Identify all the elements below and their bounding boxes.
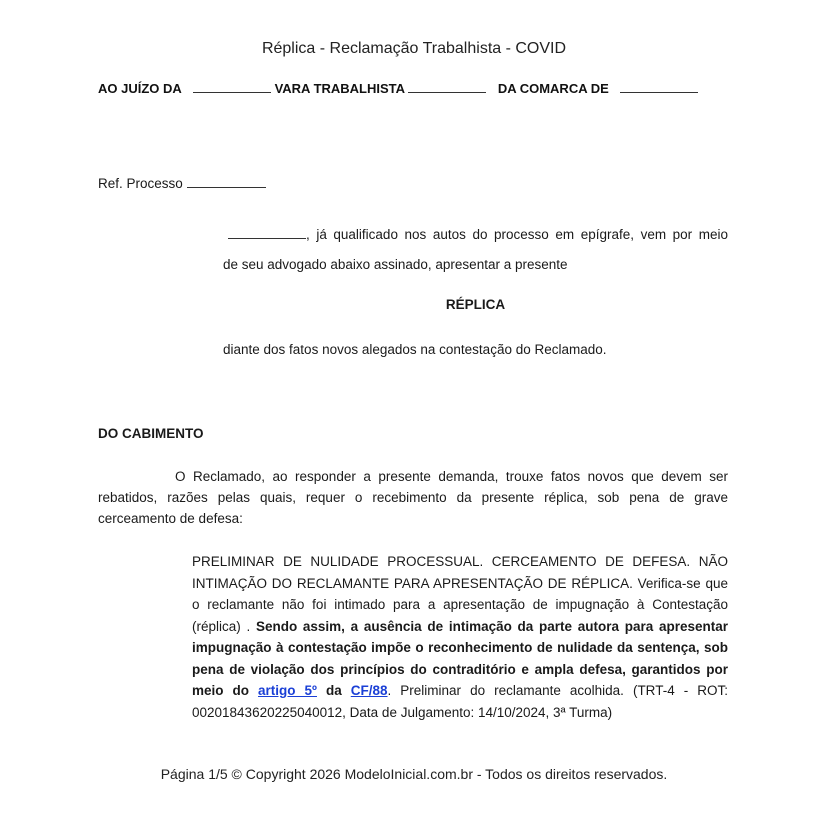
link-artigo-5[interactable]: artigo 5º <box>258 683 317 698</box>
court-number-blank <box>193 82 271 93</box>
replica-heading: RÉPLICA <box>445 297 506 312</box>
quote-bold-between: da <box>316 683 351 698</box>
quote-text-before: PRELIMINAR DE NULIDADE PROCESSUAL. CERCEAMENTO DE DEFESA. NÃO INTIMAÇÃO DO RECLAMANTE PARA APRESENTAÇÃO DE RÉPLICA. Verifica-se que o reclamante não foi intimado para a apresentação de impugnação à Contestação (réplica) . <box>192 554 728 634</box>
intro-line-2: de seu advogado abaixo assinado, apresentar a presente <box>223 257 568 272</box>
cabimento-paragraph-text: O Reclamado, ao responder a presente demanda, trouxe fatos novos que devem ser rebatidos, razões pelas quais, requer o recebimento da presente réplica, sob pena de grave cerceamento de defesa: <box>98 469 728 526</box>
address-part-2: VARA TRABALHISTA <box>274 81 405 96</box>
labor-court-blank <box>408 82 486 93</box>
quote-text-after: . Preliminar do reclamante acolhida. (TRT-4 - ROT: 00201843620225040012, Data de Julgamento: 14/10/2024, 3ª Turma) <box>192 683 728 720</box>
document-title: Réplica - Reclamação Trabalhista - COVID <box>261 40 567 57</box>
district-blank <box>620 82 698 93</box>
address-part-3: DA COMARCA DE <box>497 81 609 96</box>
address-part-1: AO JUÍZO DA <box>98 81 182 96</box>
ref-label: Ref. Processo <box>98 176 183 191</box>
section-heading-cabimento: DO CABIMENTO <box>98 426 204 441</box>
process-number-blank <box>187 177 266 188</box>
process-reference <box>98 176 266 191</box>
intro-line-1-text: , já qualificado nos autos do processo em epígrafe, vem por meio <box>306 227 728 242</box>
quote-bold-text: Sendo assim, a ausência de intimação da parte autora para apresentar impugnação à contestação impõe o reconhecimento de nulidade da sentença, sob pena de violação dos princípios do contraditório e ampla defesa, garantidos por meio do <box>192 618 728 698</box>
page-footer: Página 1/5 © Copyright 2026 ModeloInicial.com.br - Todos os direitos reservados. <box>160 766 668 782</box>
court-address <box>98 81 698 96</box>
intro-line-1 <box>228 227 728 242</box>
jurisprudence-quote <box>192 551 728 723</box>
cabimento-paragraph <box>98 466 728 529</box>
party-name-blank <box>228 228 306 239</box>
link-cf-88[interactable]: CF/88 <box>350 683 388 698</box>
diante-line: diante dos fatos novos alegados na contestação do Reclamado. <box>223 342 607 357</box>
